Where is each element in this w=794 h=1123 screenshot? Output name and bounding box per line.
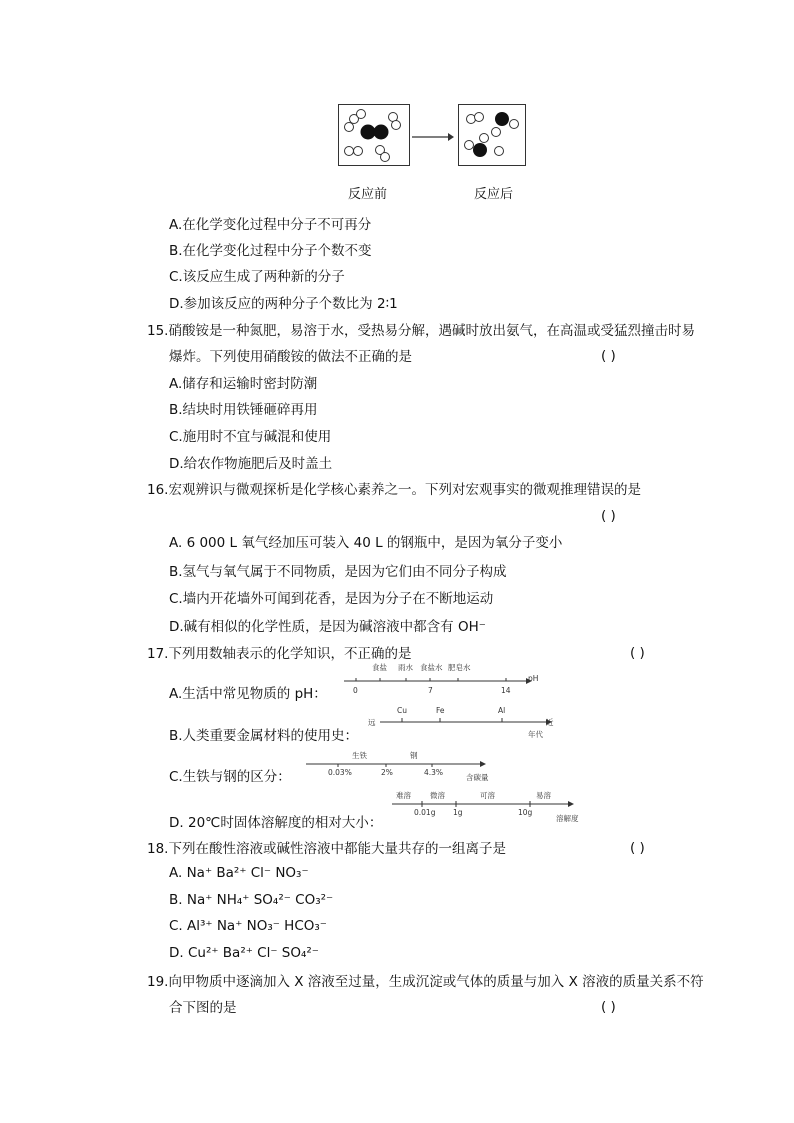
axis-b-unit-label: 年代	[528, 730, 543, 739]
solubility-number-line	[390, 790, 590, 824]
q15-stem-line2: 爆炸。下列使用硝酸铵的做法不正确的是	[169, 349, 412, 365]
q15-option-c: C.施用时不宜与碱混和使用	[169, 429, 332, 445]
q14-option-d: D.参加该反应的两种分子个数比为 2∶1	[169, 296, 398, 312]
metal-al: Al	[498, 706, 506, 715]
ph-tick-0: 0	[353, 686, 358, 695]
ph-tick-7: 7	[428, 686, 433, 695]
axis-d-slightly-soluble: 微溶	[430, 791, 445, 800]
after-label: 反应后	[474, 187, 514, 202]
axis-b-near-label: 近	[546, 718, 554, 727]
q15-option-b: B.结块时用铁锤砸碎再用	[169, 402, 318, 418]
q14-option-a: A.在化学变化过程中分子不可再分	[169, 217, 372, 233]
axis-c-tick-2: 2%	[381, 768, 393, 777]
q18-option-d: D. Cu²⁺ Ba²⁺ Cl⁻ SO₄²⁻	[169, 945, 319, 961]
q18-answer-paren: ( )	[630, 840, 645, 856]
axis-d-soluble: 可溶	[480, 791, 495, 800]
q17-option-a: A.生活中常见物质的 pH：	[169, 686, 327, 702]
q18-option-c: C. Al³⁺ Na⁺ NO₃⁻ HCO₃⁻	[169, 918, 327, 934]
ph-tick-14: 14	[501, 686, 511, 695]
axis-d-tick-001: 0.01g	[414, 808, 436, 817]
ph-item-salt: 食盐	[372, 663, 387, 672]
q19-stem-line1: 19.向甲物质中逐滴加入 X 溶液至过量，生成沉淀或气体的质量与加入 X 溶液的质量关系不符	[147, 974, 704, 990]
after-reaction-box	[458, 104, 526, 166]
axis-d-very-soluble: 易溶	[536, 791, 551, 800]
q15-answer-paren: ( )	[601, 348, 616, 364]
q16-option-b: B.氢气与氧气属于不同物质，是因为它们由不同分子构成	[169, 564, 507, 580]
q16-answer-paren: ( )	[601, 508, 616, 524]
axis-d-end-label: 溶解度	[556, 814, 579, 823]
q15-option-d: D.给农作物施肥后及时盖土	[169, 456, 333, 472]
metal-fe: Fe	[436, 706, 445, 715]
before-label: 反应前	[348, 187, 388, 202]
ph-number-line	[336, 662, 546, 698]
q15-stem-line1: 15.硝酸铵是一种氮肥，易溶于水，受热易分解，遇碱时放出氨气，在高温或受猛烈撞击时易	[147, 323, 695, 339]
axis-d-tick-1: 1g	[453, 808, 463, 817]
reaction-arrow	[412, 131, 454, 143]
q18-stem: 18.下列在酸性溶液或碱性溶液中都能大量共存的一组离子是	[147, 841, 506, 857]
after-molecules-graphic	[459, 105, 525, 165]
q17-option-d: D. 20℃时固体溶解度的相对大小：	[169, 815, 383, 831]
axis-d-tick-10: 10g	[518, 808, 533, 817]
q16-option-d: D.碱有相似的化学性质，是因为碱溶液中都含有 OH⁻	[169, 619, 486, 635]
q19-stem-line2: 合下图的是	[169, 1000, 237, 1016]
q18-option-a: A. Na⁺ Ba²⁺ Cl⁻ NO₃⁻	[169, 865, 309, 881]
q16-option-c: C.墙内开花墙外可闻到花香，是因为分子在不断地运动	[169, 591, 494, 607]
ph-item-saltwater: 食盐水	[420, 663, 443, 672]
q15-option-a: A.储存和运输时密封防潮	[169, 376, 318, 392]
before-reaction-box	[338, 104, 410, 166]
ph-item-soapwater: 肥皂水	[448, 663, 471, 672]
axis-c-pig-iron: 生铁	[352, 751, 367, 760]
q17-option-c: C.生铁与钢的区分：	[169, 769, 291, 785]
q18-option-b: B. Na⁺ NH₄⁺ SO₄²⁻ CO₃²⁻	[169, 892, 334, 908]
q19-answer-paren: ( )	[601, 999, 616, 1015]
axis-d-insoluble: 难溶	[396, 791, 411, 800]
metal-history-number-line	[368, 706, 558, 742]
q17-option-b: B.人类重要金属材料的使用史：	[169, 728, 359, 744]
metal-cu: Cu	[397, 706, 407, 715]
q16-option-a: A. 6 000 L 氧气经加压可装入 40 L 的钢瓶中，是因为氧分子变小	[169, 535, 563, 551]
carbon-content-number-line	[304, 750, 504, 784]
q14-option-b: B.在化学变化过程中分子个数不变	[169, 243, 372, 259]
q14-option-c: C.该反应生成了两种新的分子	[169, 269, 345, 285]
axis-b-far-label: 远	[368, 718, 376, 727]
q17-stem: 17.下列用数轴表示的化学知识，不正确的是	[147, 646, 412, 662]
axis-c-steel: 钢	[410, 751, 418, 760]
axis-c-tick-43: 4.3%	[424, 768, 444, 777]
ph-axis-end-label: pH	[528, 674, 539, 683]
ph-item-rain: 雨水	[398, 663, 413, 672]
axis-c-tick-003: 0.03%	[328, 768, 352, 777]
q17-answer-paren: ( )	[630, 645, 645, 661]
before-molecules-graphic	[339, 105, 409, 165]
q16-stem: 16.宏观辨识与微观探析是化学核心素养之一。下列对宏观事实的微观推理错误的是	[147, 482, 641, 498]
axis-c-end-label: 含碳量	[466, 773, 489, 782]
